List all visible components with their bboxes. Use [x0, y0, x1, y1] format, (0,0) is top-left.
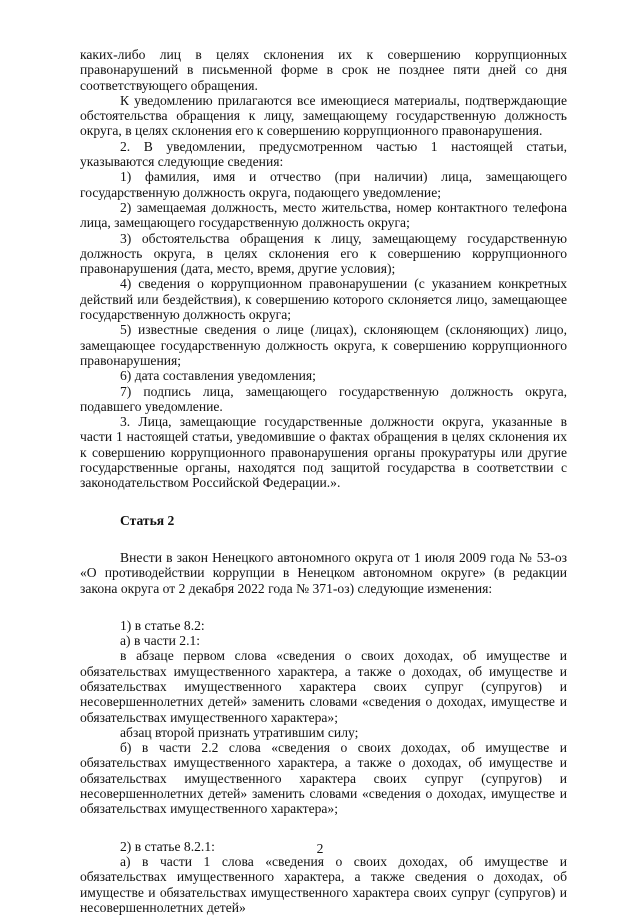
art82-a-para1: в абзаце первом слова «сведения о своих доходах, об имуществе и обязательствах имущественного характера, а также о доходах, об имуществе и обязательствах имущественного характера своих супруг (супругов) и несовершеннолетних детей» заменить словами «сведения о доходах, имуществе и обязательствах имущественного характера»;: [80, 648, 567, 725]
list-item-5: 5) известные сведения о лице (лицах), склоняющем (склоняющих) лицо, замещающее государственную должность округа, к совершению коррупционного правонарушения;: [80, 322, 567, 368]
paragraph-attachments: К уведомлению прилагаются все имеющиеся материалы, подтверждающие обстоятельства обращения к лицу, замещающему государственную должность округа, в целях склонения его к совершению коррупционного правонарушения.: [80, 92, 567, 139]
list-item-6: 6) дата составления уведомления;: [120, 368, 316, 384]
list-item-1: 1) фамилия, имя и отчество (при наличии) лица, замещающего государственную должность округа, подающего уведомление;: [80, 169, 567, 200]
list-item-4: 4) сведения о коррупционном правонарушении (с указанием конкретных действий или бездействия), к совершению которого склоняется лицо, замещающее государственную должность округа;: [80, 276, 567, 323]
art82-title: 1) в статье 8.2:: [120, 617, 205, 633]
paragraph-part-3: 3. Лица, замещающие государственные должности округа, указанные в части 1 настоящей статьи, уведомившие о фактах обращения в целях склонения их к совершению коррупционного правонарушения органы прокуратуры или другие государственные органы, находятся под защитой государства в соответствии с законодательством Российской Федерации.».: [80, 414, 567, 491]
paragraph-intro: Внести в закон Ненецкого автономного округа от 1 июля 2009 года № 53-оз «О противодействии коррупции в Ненецком автономном округе» (в редакции закона округа от 2 декабря 2022 года № 371-оз) следующие изменения:: [80, 549, 567, 596]
document-page: [80, 47, 567, 915]
article-2-heading: Статья 2: [120, 512, 175, 528]
list-item-2: 2) замещаемая должность, место жительства, номер контактного телефона лица, замещающего государственную должность округа;: [80, 199, 567, 231]
page-number: 2: [316, 841, 324, 856]
spacer: [80, 491, 567, 513]
art821-title: 2) в статье 8.2.1:: [120, 838, 215, 854]
spacer: [80, 817, 567, 839]
spacer: [80, 596, 567, 618]
spacer: [80, 528, 567, 550]
list-item-7: 7) подпись лица, замещающего государственную должность округа, подавшего уведомление.: [80, 383, 567, 414]
art82-a-title: а) в части 2.1:: [120, 633, 201, 649]
art821-a: а) в части 1 слова «сведения о своих доходах, об имуществе и обязательствах имущественного характера, а также сведения о доходах, об имуществе и обязательствах имущественного характера своих супруг (супругов) и несовершеннолетних детей»: [80, 853, 567, 915]
paragraph-part-2: 2. В уведомлении, предусмотренном частью 1 настоящей статьи, указываются следующие сведения:: [80, 138, 567, 170]
art82-a-para2: абзац второй признать утратившим силу;: [120, 724, 359, 740]
art82-b: б) в части 2.2 слова «сведения о своих доходах, об имуществе и обязательствах имущественного характера, а также о доходах, об имуществе и обязательствах имущественного характера своих супруг (супругов) и несовершеннолетних детей» заменить словами «сведения о доходах, имуществе и обязательствах имущественного характера»;: [80, 740, 567, 817]
paragraph-continuation: каких-либо лиц в целях склонения их к совершению коррупционных правонарушений в письменной форме в срок не позднее пяти дней со дня соответствующего обращения.: [80, 47, 567, 93]
list-item-3: 3) обстоятельства обращения к лицу, замещающему государственную должность округа, в целях склонения его к совершению коррупционного правонарушения (дата, место, время, другие условия);: [80, 230, 567, 277]
